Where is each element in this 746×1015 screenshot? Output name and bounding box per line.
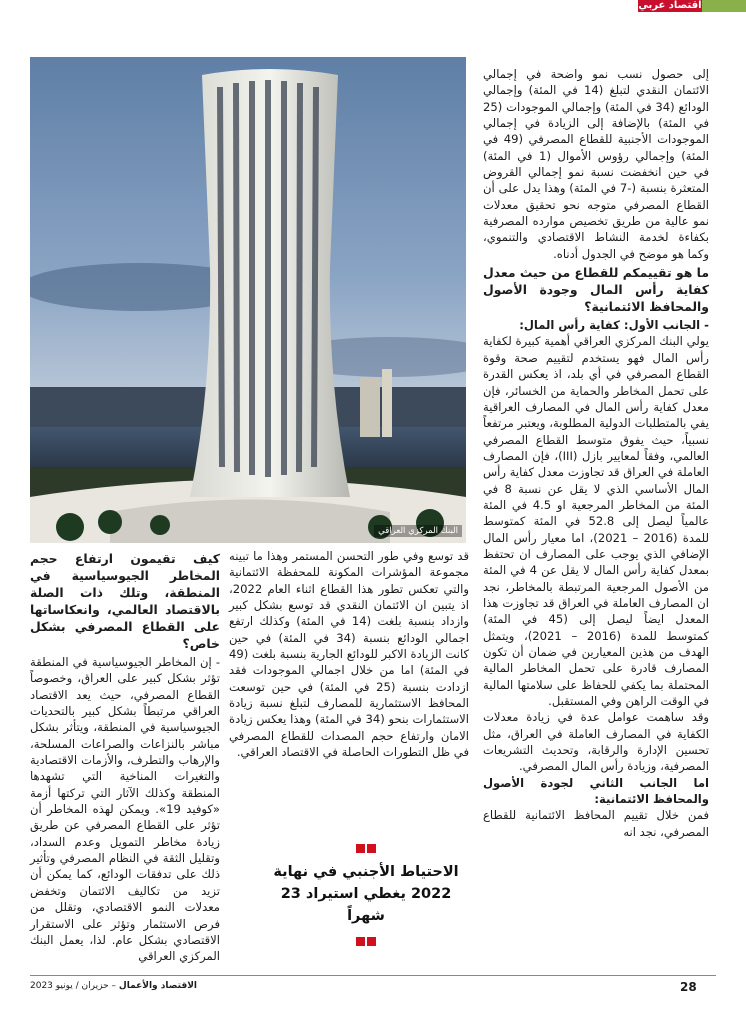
pull-quote-marks-top: [268, 838, 464, 857]
right-column: [483, 66, 709, 840]
interview-question: كيف تقيمون ارتفاع حجم المخاطر الجيوسياسية في المنطقة، وتلك ذات الصلة بالاقتصاد العالمي، وانعكاساتها على القطاع المصرفي بشكل خاص؟: [30, 551, 220, 651]
subheading: - الجانب الأول: كفاية رأس المال:: [519, 318, 709, 333]
issue-date: – حزيران / يونيو 2023: [30, 981, 119, 991]
section-tag: اقتصاد عربي: [638, 0, 702, 11]
footer-magazine-info: [30, 981, 197, 991]
subheading: اما الجانب الثاني لجودة الأصول والمحافظ الائتمانية:: [483, 775, 709, 807]
footer-divider: [30, 975, 716, 976]
central-bank-photo: [30, 57, 466, 543]
magazine-name: الاقتصاد والأعمال: [118, 981, 197, 991]
pull-quote-text: الاحتياط الأجنبي في نهاية 2022 يغطي استيراد 23 شهراً: [273, 864, 459, 924]
paragraph: إلى حصول نسب نمو واضحة في إجمالي الائتمان النقدي لتبلغ (14 في المئة) وإجمالي الودائع (34 في المئة) وإجمالي الموجودات (25 في المئة) بالإضافة إلى الزيادة في إجمالي الموجودات الأجنبية للقطاع المصرفي (49 في المئة) وإجمالي رؤوس الأموال (1 في المئة) في حين انخفضت نسبة نمو إجمالي القروض المتعثرة بنسبة (-7 في المئة) وهذا يدل على أن القطاع المصرفي متوجه نحو تحقيق معدلات نمو عالية من طريق تخصيص موارده المصرفية بكفاءة لخدمة النشاط الاقتصادي والتنموي، وكما هو موضح في الجدول أدناه.: [483, 67, 709, 261]
top-bar: [0, 0, 746, 12]
middle-column: [229, 548, 469, 760]
interview-question: ما هو تقييمكم للقطاع من حيث معدل كفاية رأس المال وجودة الأصول والمحافظ الائتمانية؟: [483, 265, 709, 315]
paragraph: فمن خلال تقييم المحافظ الائتمانية للقطاع المصرفي، نجد انه: [483, 808, 709, 839]
left-column: [30, 548, 220, 965]
page-number: 28: [680, 980, 697, 994]
paragraph: - إن المخاطر الجيوسياسية في المنطقة تؤثر بشكل كبير على العراق، وخصوصاً القطاع المصرفي، حيث يعد الاقتصاد العراقي مرتبطاً بشكل كبير بالتحديات الجيوسياسية في المنطقة، ويتأثر بشكل مباشر بالنزاعات والصراعات المسلحة، والإرهاب والتطرف، والأزمات الاقتصادية والتغيرات المناخية التي تشهدها المنطقة وكذلك الآثار التي تركتها أزمة «كوفيد 19». ويمكن لهذه المخاطر أن تؤثر على القطاع المصرفي عن طريق زيادة مخاطر التمويل وعدم السداد، وتقليل الثقة في النظام المصرفي وتأثير ذلك على تدفقات الودائع، كما يمكن أن تزيد من تكاليف الائتمان وتخفض معدلات النمو الاقتصادي، وتقلل من فرص الاستثمار وتؤثر على الاستقرار الاقتصادي بشكل عام. لذا، يعمل البنك المركزي العراقي: [30, 655, 220, 964]
central-bank-tower-image: [30, 57, 466, 543]
pull-quote: [268, 838, 464, 950]
paragraph: وقد ساهمت عوامل عدة في زيادة معدلات الكفاية في المصارف العاملة في العراق، مثل تحسين الإدارة والرقابة، وتحديث التشريعات المصرفية، وزيادة رأس المال المصرفي.: [483, 710, 709, 774]
paragraph: يولي البنك المركزي العراقي أهمية كبيرة لكفاية رأس المال فهو يستخدم لتقييم صحة وقوة القطاع المصرفي في أي بلد، اذ يعكس القدرة على تحمل المخاطر والحماية من الخسائر، فإن معدل كفاية رأس المال في المصارف العراقية يفي بالمتطلبات الدولية المطلوبة، ويعتبر مرتفعاً نسبياً، حيث يفوق متوسط القطاع المصرفي العالمي، وفقاً لمعايير بازل (III)، فإن المصارف العاملة في العراق قد تجاوزت معدل كفاية رأس المال الأساسي الذي لا يقل عن نسبة 8 في المئة من المخاطر المرجعية او 4.5 في المئة عالمياً ليصل إلى 52.8 في المئة كمتوسط للمدة (2016 – 2021)، اما معيار رأس المال الإضافي الذي يوجب على المصارف ان تحتفظ بمعدل كفاية رأس المال لا يقل عن 4 في المئة من الأصول المرجعية المرتبطة بالمخاطر، نجد ان المصارف العاملة في العراق قد تجاوزت هذا المعدل ايضاً ليصل إلى (45 في المئة) كمتوسط للمدة (2016 – 2021)، ويتمثل الهدف من هذين المعيارين في ضمان أن تكون المصارف قادرة على تحمل المخاطر المالية المحتملة بما يكفي للحفاظ على سلامتها المالية في الوقت الراهن وفي المستقبل.: [483, 334, 709, 709]
paragraph: قد توسع وفي طور التحسن المستمر وهذا ما تبينه مجموعة المؤشرات المكونة للمحفظة الائتمانية والتي تعكس تطور هذا القطاع اثناء العام 2022، اذ يتبين ان الائتمان النقدي قد توسع بشكل كبير وازداد بنسبة بلغت (14 في المئة) وكذلك ارتفع اجمالي الودائع بنسبة (34 في المئة) في حين كانت الزيادة الاكبر للودائع الجارية بنسبة بلغت (49 في المئة) اما من خلال اجمالي الموجودات فقد ازدادت بنسبة (25 في المئة) في حين توسعت المحافظ الاستثمارية للمصارف لتبلغ نسبة زيادة الاستثمارات بنحو (34 في المئة) وهذا يعكس زيادة الامان وارتفاع حجم المصدات للقطاع المصرفي في ظل التطورات الحاصلة في الاقتصاد العراقي.: [229, 549, 470, 760]
pull-quote-marks-bottom: [268, 931, 464, 950]
photo-caption: البنك المركزي العراقي: [374, 525, 462, 537]
section-tag-accent: [702, 0, 746, 12]
